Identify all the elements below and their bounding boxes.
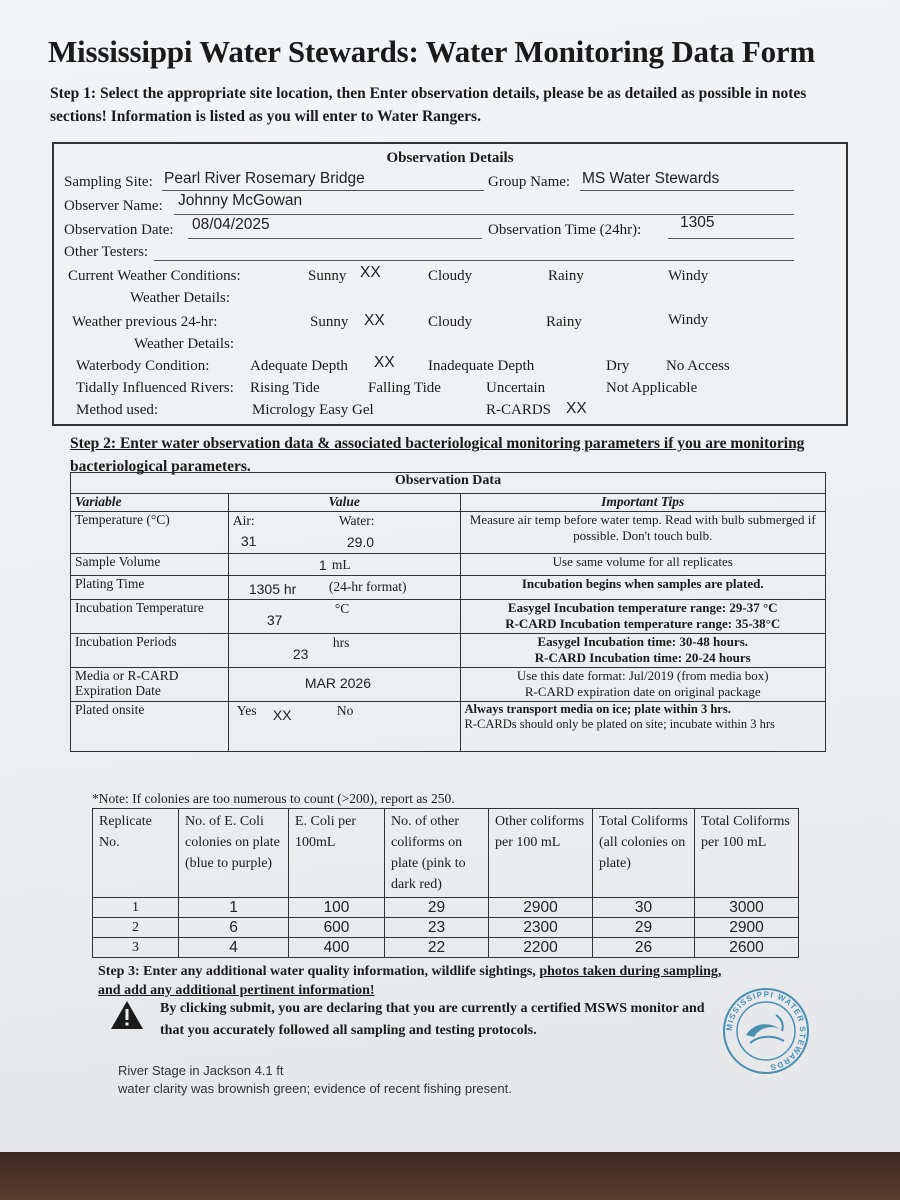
- ecoli-colonies[interactable]: 6: [179, 918, 289, 938]
- observer-name-field[interactable]: [174, 192, 794, 215]
- incubation-periods-tip-easygel: Easygel Incubation time: 30-48 hours.: [537, 634, 749, 649]
- step3-instructions: [98, 962, 738, 1000]
- method-label: Method used:: [76, 402, 159, 418]
- ecoli-per-100[interactable]: 400: [289, 938, 385, 958]
- current-weather-sunny[interactable]: Sunny: [308, 268, 347, 284]
- row-plating-time: [71, 576, 826, 600]
- prev-weather-sunny[interactable]: Sunny: [310, 314, 349, 330]
- other-colonies[interactable]: 23: [385, 918, 489, 938]
- expiration-tip-package: R-CARD expiration date on original package: [524, 684, 761, 699]
- ecoli-colonies[interactable]: 4: [179, 938, 289, 958]
- incubation-temp-cell[interactable]: [228, 600, 460, 634]
- prev-weather-windy[interactable]: Windy: [668, 312, 709, 328]
- plating-time-cell[interactable]: [228, 576, 460, 600]
- method-mark: XX: [566, 400, 587, 417]
- current-weather-cloudy[interactable]: Cloudy: [428, 268, 473, 284]
- step2-text: Step 2: Enter water observation data & associated bacteriological monitoring parameters if you are monitoring bacteriological parameters.: [70, 435, 805, 475]
- sampling-site-label: Sampling Site:: [64, 174, 153, 190]
- incubation-periods-label: Incubation Periods: [71, 634, 229, 668]
- current-weather-windy[interactable]: Windy: [668, 268, 709, 284]
- weather-details-label-1: Weather Details:: [130, 290, 230, 306]
- table-row: [93, 898, 799, 918]
- header-total-per-100: Total Coliforms per 100 mL: [695, 809, 799, 898]
- water-value: 29.0: [346, 534, 375, 550]
- row-plated-onsite: [71, 702, 826, 752]
- method-easygel[interactable]: Micrology Easy Gel: [252, 402, 374, 418]
- incubation-periods-tip: [460, 634, 826, 668]
- temperature-label: Temperature (°C): [71, 512, 229, 554]
- waterbody-inadequate[interactable]: Inadequate Depth: [428, 358, 535, 374]
- sample-volume-cell[interactable]: [228, 554, 460, 576]
- other-per-100[interactable]: 2200: [489, 938, 593, 958]
- tidal-uncertain[interactable]: Uncertain: [486, 380, 546, 396]
- header-replicate: Replicate No.: [93, 809, 179, 898]
- mississippi-water-stewards-logo-icon: [720, 985, 812, 1077]
- declaration-text: By clicking submit, you are declaring that you are currently a certified MSWS monitor and that you accurately followed all sampling and testing protocols.: [160, 1001, 705, 1038]
- other-testers-label: Other Testers:: [64, 244, 149, 260]
- other-colonies[interactable]: 22: [385, 938, 489, 958]
- header-other-colonies: No. of other coliforms on plate (pink to dark red): [385, 809, 489, 898]
- plated-onsite-no[interactable]: No: [336, 703, 354, 718]
- other-testers-field[interactable]: [154, 242, 794, 261]
- plating-time-format: (24-hr format): [328, 579, 407, 594]
- ecoli-colonies[interactable]: 1: [179, 898, 289, 918]
- other-per-100[interactable]: 2300: [489, 918, 593, 938]
- row-expiration: [71, 668, 826, 702]
- incubation-periods-unit: hrs: [332, 635, 350, 650]
- header-other-per-100: Other coliforms per 100 mL: [489, 809, 593, 898]
- tidal-label: Tidally Influenced Rivers:: [76, 380, 234, 396]
- header-ecoli-per-100: E. Coli per 100mL: [289, 809, 385, 898]
- observation-time-value: 1305: [680, 214, 715, 231]
- incubation-temp-tip-rcard: R-CARD Incubation temperature range: 35-38°C: [505, 616, 781, 631]
- total-colonies[interactable]: 29: [593, 918, 695, 938]
- colony-note: *Note: If colonies are too numerous to count (>200), report as 250.: [92, 791, 455, 806]
- step3-text-part1: Step 3: Enter any additional water quality information, wildlife sightings,: [98, 964, 540, 979]
- row-incubation-periods: [71, 634, 826, 668]
- group-name-label: Group Name:: [488, 174, 571, 190]
- observation-data-heading: Observation Data: [71, 473, 826, 494]
- current-weather-label: Current Weather Conditions:: [68, 268, 241, 284]
- method-rcards[interactable]: R-CARDS: [486, 402, 552, 418]
- form-title: Mississippi Water Stewards: Water Monitoring Data Form: [48, 34, 816, 69]
- weather-details-label-2: Weather Details:: [134, 336, 234, 352]
- tidal-falling[interactable]: Falling Tide: [368, 380, 441, 396]
- row-sample-volume: [71, 554, 826, 576]
- incubation-temp-value: 37: [266, 612, 283, 628]
- sample-volume-tip: Use same volume for all replicates: [460, 554, 826, 576]
- replicate-header-row: [93, 809, 799, 898]
- col-tips: Important Tips: [460, 494, 826, 512]
- plated-onsite-yes[interactable]: Yes: [236, 703, 257, 718]
- observation-data-table: [70, 472, 826, 752]
- prev-weather-mark: XX: [364, 312, 385, 329]
- observation-date-label: Observation Date:: [64, 222, 174, 238]
- plated-onsite-tip-ice: Always transport media on ice; plate within 3 hrs.: [464, 702, 731, 716]
- waterbody-label: Waterbody Condition:: [76, 358, 210, 374]
- current-weather-rainy[interactable]: Rainy: [548, 268, 584, 284]
- expiration-cell[interactable]: [228, 668, 460, 702]
- incubation-periods-cell[interactable]: [228, 634, 460, 668]
- plating-time-label: Plating Time: [71, 576, 229, 600]
- total-per-100[interactable]: 2600: [695, 938, 799, 958]
- water-label: Water:: [338, 513, 375, 528]
- observer-name-label: Observer Name:: [64, 198, 163, 214]
- sample-volume-value: 1: [318, 557, 327, 573]
- notes-line-river-stage: River Stage in Jackson 4.1 ft: [118, 1063, 284, 1078]
- observation-date-value: 08/04/2025: [192, 216, 270, 233]
- additional-notes: [118, 1062, 512, 1098]
- sampling-site-value: Pearl River Rosemary Bridge: [164, 170, 365, 187]
- prev-weather-rainy[interactable]: Rainy: [546, 314, 582, 330]
- incubation-periods-value: 23: [292, 646, 309, 662]
- plated-onsite-label: Plated onsite: [71, 702, 229, 752]
- replicate-no: 3: [93, 938, 179, 958]
- table-surface: [0, 1150, 900, 1200]
- air-label: Air:: [232, 513, 255, 528]
- prev-weather-cloudy[interactable]: Cloudy: [428, 314, 473, 330]
- plated-onsite-tip: [460, 702, 826, 752]
- plating-time-tip: Incubation begins when samples are plated.: [460, 576, 826, 600]
- incubation-temp-label: Incubation Temperature: [71, 600, 229, 634]
- air-value: 31: [240, 533, 257, 549]
- expiration-tip-format: Use this date format: Jul/2019 (from media box): [516, 668, 769, 683]
- other-colonies[interactable]: 29: [385, 898, 489, 918]
- observer-name-value: Johnny McGowan: [178, 192, 303, 209]
- observation-time-field[interactable]: [668, 214, 794, 239]
- row-temperature: [71, 512, 826, 554]
- logo-text: MISSISSIPPI WATER STEWARDS: [724, 989, 808, 1072]
- incubation-periods-tip-rcard: R-CARD Incubation time: 20-24 hours: [534, 650, 751, 665]
- table-row: [93, 918, 799, 938]
- waterbody-dry[interactable]: Dry: [606, 358, 630, 374]
- table-row: [93, 938, 799, 958]
- replicate-table: [92, 808, 799, 958]
- sample-volume-label: Sample Volume: [71, 554, 229, 576]
- temperature-tip: Measure air temp before water temp. Read with bulb submerged if possible. Don't touch bulb.: [460, 512, 826, 554]
- other-per-100[interactable]: 2900: [489, 898, 593, 918]
- col-value: Value: [228, 494, 460, 512]
- notes-line-clarity: water clarity was brownish green; evidence of recent fishing present.: [118, 1081, 512, 1096]
- total-per-100[interactable]: 2900: [695, 918, 799, 938]
- total-per-100[interactable]: 3000: [695, 898, 799, 918]
- sampling-site-field[interactable]: [162, 172, 484, 191]
- header-ecoli-colonies: No. of E. Coli colonies on plate (blue to purple): [179, 809, 289, 898]
- expiration-label: Media or R-CARD Expiration Date: [71, 668, 229, 702]
- header-total-colonies: Total Coliforms (all colonies on plate): [593, 809, 695, 898]
- replicate-no: 1: [93, 898, 179, 918]
- sample-volume-unit: mL: [331, 557, 351, 572]
- plated-onsite-tip-rcard: R-CARDs should only be plated on site; incubate within 3 hrs: [464, 717, 775, 731]
- tidal-rising[interactable]: Rising Tide: [250, 380, 320, 396]
- weather-prev-label: Weather previous 24-hr:: [72, 314, 218, 330]
- incubation-temp-unit: °C: [334, 601, 350, 616]
- current-weather-mark: XX: [360, 264, 381, 281]
- total-colonies[interactable]: 30: [593, 898, 695, 918]
- observation-details-box: [52, 142, 848, 426]
- observation-details-heading: Observation Details: [386, 150, 514, 166]
- incubation-temp-tip-easygel: Easygel Incubation temperature range: 29-37 °C: [507, 600, 778, 615]
- observation-date-field[interactable]: [188, 216, 482, 239]
- expiration-value: MAR 2026: [304, 675, 371, 691]
- plated-onsite-mark: XX: [272, 707, 292, 723]
- group-name-value: MS Water Stewards: [582, 170, 720, 187]
- plating-time-value: 1305 hr: [248, 581, 297, 597]
- col-variable: Variable: [71, 494, 229, 512]
- ecoli-per-100[interactable]: 600: [289, 918, 385, 938]
- expiration-tip: [460, 668, 826, 702]
- incubation-temp-tip: [460, 600, 826, 634]
- replicate-no: 2: [93, 918, 179, 938]
- group-name-field[interactable]: [580, 172, 794, 191]
- warning-icon: [110, 1000, 144, 1030]
- step1-instructions: Step 1: Select the appropriate site location, then Enter observation details, please be as detailed as possible in notes sections! Information is listed as you will enter to Water Rangers.: [50, 85, 807, 125]
- total-colonies[interactable]: 26: [593, 938, 695, 958]
- tidal-not-applicable[interactable]: Not Applicable: [606, 380, 698, 396]
- waterbody-adequate[interactable]: Adequate Depth: [250, 358, 348, 374]
- ecoli-per-100[interactable]: 100: [289, 898, 385, 918]
- waterbody-mark: XX: [374, 354, 395, 371]
- waterbody-no-access[interactable]: No Access: [666, 358, 730, 374]
- row-incubation-temp: [71, 600, 826, 634]
- observation-time-label: Observation Time (24hr):: [488, 222, 642, 238]
- temperature-value-cell[interactable]: [228, 512, 460, 554]
- plated-onsite-cell[interactable]: [228, 702, 460, 752]
- step3-text-part2: photos taken during sampling, and add any additional pertinent information!: [98, 964, 722, 998]
